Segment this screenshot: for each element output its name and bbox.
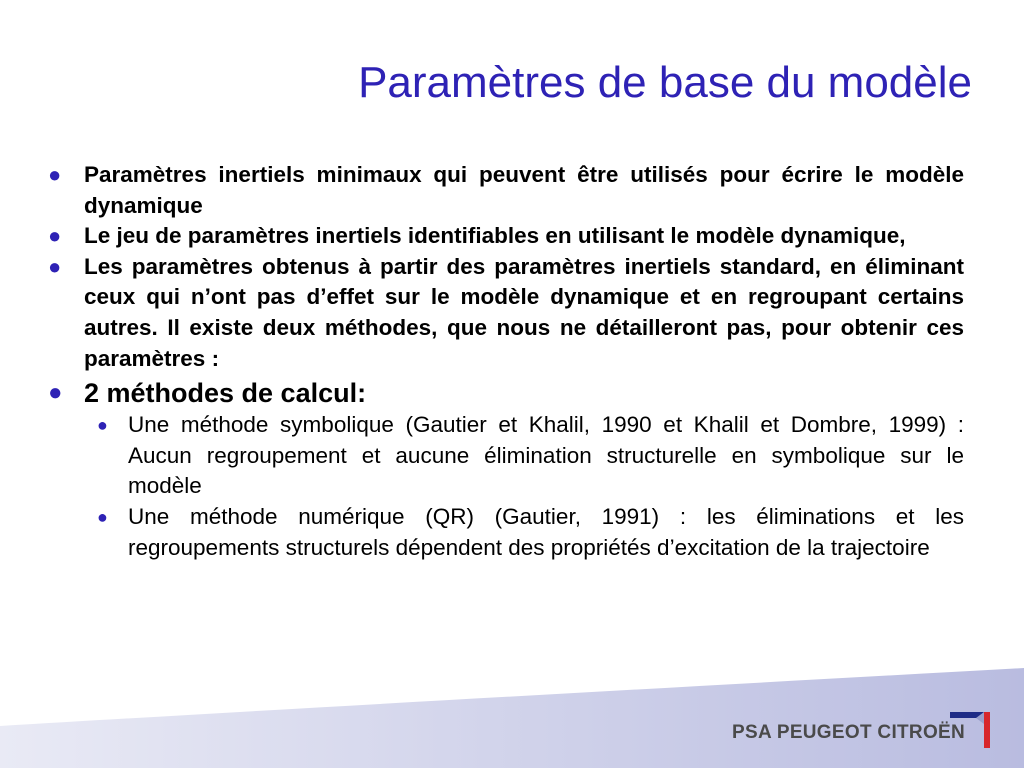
sub-bullet-dot-icon: ● <box>97 506 108 527</box>
bullet-dot-icon: ● <box>48 223 62 249</box>
bullet-item-heading <box>48 376 964 410</box>
bullet-item <box>48 221 964 252</box>
sub-bullet-item <box>84 410 964 502</box>
bullet-text: Paramètres inertiels minimaux qui peuvent être utilisés pour écrire le modèle dynamique <box>84 162 964 218</box>
sub-bullet-text: Une méthode symbolique (Gautier et Khalil, 1990 et Khalil et Dombre, 1999) : Aucun regroupement et aucune élimination structurelle en symbolique sur le modèle <box>128 412 964 499</box>
sub-bullet-dot-icon: ● <box>97 415 108 436</box>
company-logo-text: PSA PEUGEOT CITROËN <box>732 722 966 743</box>
bullet-item <box>48 252 964 374</box>
bullet-dot-icon: ● <box>48 162 62 187</box>
slide-content <box>48 160 964 563</box>
bullet-text: 2 méthodes de calcul: <box>84 378 367 409</box>
bullet-text: Le jeu de paramètres inertiels identifiables en utilisant le modèle dynamique, <box>84 223 906 249</box>
footer-band <box>0 668 1024 768</box>
bullet-item <box>48 160 964 221</box>
bullet-dot-icon: ● <box>48 253 62 279</box>
sub-bullet-item <box>84 502 964 563</box>
slide-title: Paramètres de base du modèle <box>358 58 972 107</box>
bullet-dot-icon: ● <box>48 379 63 407</box>
psa-logo-icon <box>950 710 990 750</box>
bullet-text: Les paramètres obtenus à partir des paramètres inertiels standard, en éliminant ceux qui n’ont pas d’effet sur le modèle dynamique et en regroupant certains autres. Il existe deux méthodes, que nous ne détailleront pas, pour obtenir ces paramètres : <box>84 253 964 371</box>
sub-bullet-text: Une méthode numérique (QR) (Gautier, 1991) : les éliminations et les regroupements structurels dépendent des propriétés d’excitation de la trajectoire <box>128 503 964 560</box>
